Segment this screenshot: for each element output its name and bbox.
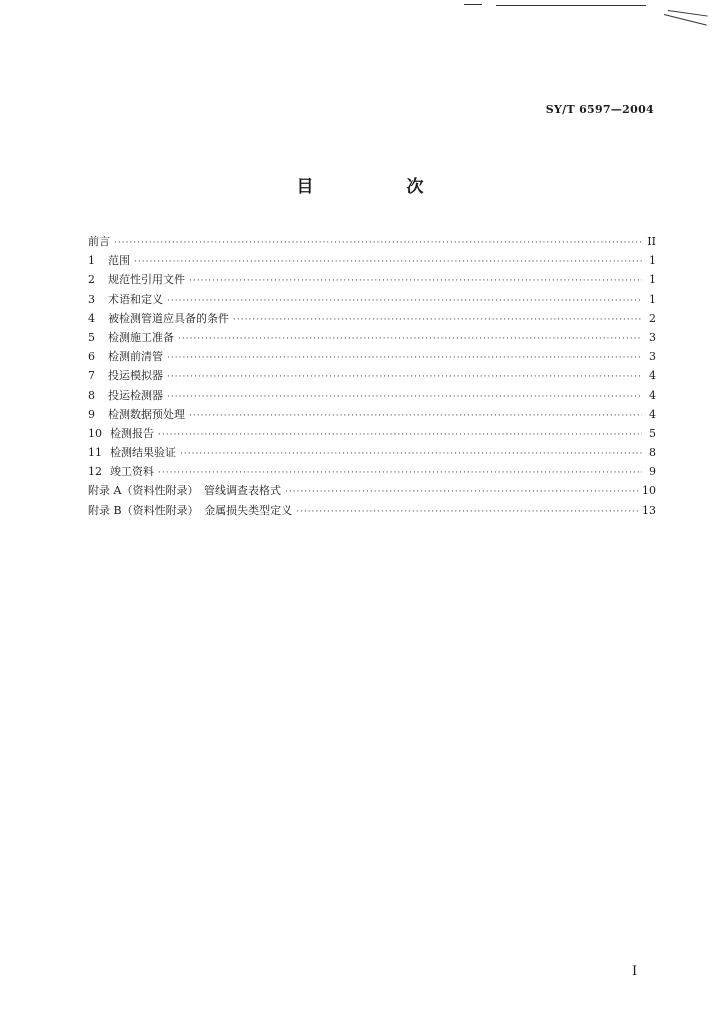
toc-entry-number: 11: [88, 446, 102, 460]
toc-entry-page: 8: [649, 446, 656, 460]
toc-entry-10[interactable]: [88, 424, 656, 443]
toc-entry-label: 术语和定义: [108, 292, 163, 306]
toc-entry-number: 3: [88, 292, 95, 306]
toc-entry-number: 7: [88, 369, 95, 383]
leader-dots: [233, 311, 642, 330]
leader-dots: [285, 483, 638, 502]
toc-entry-page: 3: [649, 350, 656, 364]
toc-entry-page: 2: [649, 311, 656, 325]
leader-dots: [134, 253, 642, 272]
toc-entry-6[interactable]: [88, 347, 656, 366]
toc-entry-label: 投运模拟器: [108, 369, 163, 383]
toc-entry-page: 1: [649, 254, 656, 268]
toc-entry-label: 检测施工准备: [108, 330, 174, 344]
toc-entry-label: 被检测管道应具备的条件: [108, 311, 229, 325]
leader-dots: [158, 426, 642, 445]
leader-dots: [178, 330, 642, 349]
toc-entry-number: 4: [88, 311, 95, 325]
leader-dots: [189, 272, 642, 291]
leader-dots: [114, 234, 642, 253]
toc-entry-page: 4: [649, 407, 656, 421]
toc-entry-label: 检测报告: [110, 426, 154, 440]
toc-entry-page: 3: [649, 330, 656, 344]
toc-entry-1[interactable]: [88, 251, 656, 270]
toc-entry-number: 8: [88, 388, 95, 402]
toc-entry-page: 10: [642, 484, 656, 498]
leader-dots: [189, 407, 642, 426]
standard-code: SY/T 6597—2004: [545, 103, 654, 116]
leader-dots: [167, 292, 642, 311]
toc-entry-label: 附录 B（资料性附录） 金属损失类型定义: [88, 503, 293, 517]
toc-entry-page: 9: [649, 465, 656, 479]
page-title: 目 次: [296, 177, 462, 197]
toc-entry-page: 1: [649, 273, 656, 287]
toc-entry-number: 6: [88, 350, 95, 364]
toc-entry-label: 规范性引用文件: [108, 273, 185, 287]
toc-entry-appendix-b[interactable]: [88, 501, 656, 520]
toc-entry-12[interactable]: [88, 462, 656, 481]
toc-entry-label: 检测数据预处理: [108, 407, 185, 421]
scan-artifact-line: [464, 4, 482, 5]
toc-entry-label: 竣工资料: [110, 465, 154, 479]
leader-dots: [167, 368, 642, 387]
toc-entry-number: 9: [88, 407, 95, 421]
toc-entry-label: 投运检测器: [108, 388, 163, 402]
toc-entry-8[interactable]: [88, 386, 656, 405]
toc-entry-label: 附录 A（资料性附录） 管线调查表格式: [88, 484, 281, 498]
toc-entry-page: II: [647, 235, 656, 248]
toc-entry-number: 5: [88, 330, 95, 344]
toc-entry-number: 1: [88, 254, 95, 268]
toc-entry-number: 12: [88, 465, 102, 479]
scan-artifact-line: [496, 5, 646, 6]
page-number: I: [632, 964, 638, 979]
toc-entry-page: 4: [649, 369, 656, 383]
toc-entry-4[interactable]: [88, 309, 656, 328]
leader-dots: [167, 349, 642, 368]
toc-entry-number: 2: [88, 273, 95, 287]
scan-artifact-stroke: [664, 14, 707, 26]
toc-entry-11[interactable]: [88, 443, 656, 462]
toc-entry-3[interactable]: [88, 290, 656, 309]
toc-entry-5[interactable]: [88, 328, 656, 347]
toc-entry-label: 检测前清管: [108, 350, 163, 364]
toc-entry-page: 5: [649, 426, 656, 440]
toc-entry-foreword[interactable]: [88, 232, 656, 251]
leader-dots: [167, 388, 642, 407]
toc-entry-9[interactable]: [88, 405, 656, 424]
toc-entry-7[interactable]: [88, 366, 656, 385]
toc-entry-label: 检测结果验证: [110, 446, 176, 460]
toc-entry-page: 1: [649, 292, 656, 306]
toc-entry-page: 4: [649, 388, 656, 402]
toc-entry-label: 范围: [108, 254, 130, 268]
leader-dots: [296, 503, 638, 522]
table-of-contents: [88, 232, 656, 520]
toc-entry-appendix-a[interactable]: [88, 481, 656, 500]
toc-entry-number: 10: [88, 426, 102, 440]
leader-dots: [180, 445, 642, 464]
toc-entry-2[interactable]: [88, 270, 656, 289]
toc-entry-page: 13: [642, 503, 656, 517]
toc-entry-label: 前言: [88, 235, 110, 248]
